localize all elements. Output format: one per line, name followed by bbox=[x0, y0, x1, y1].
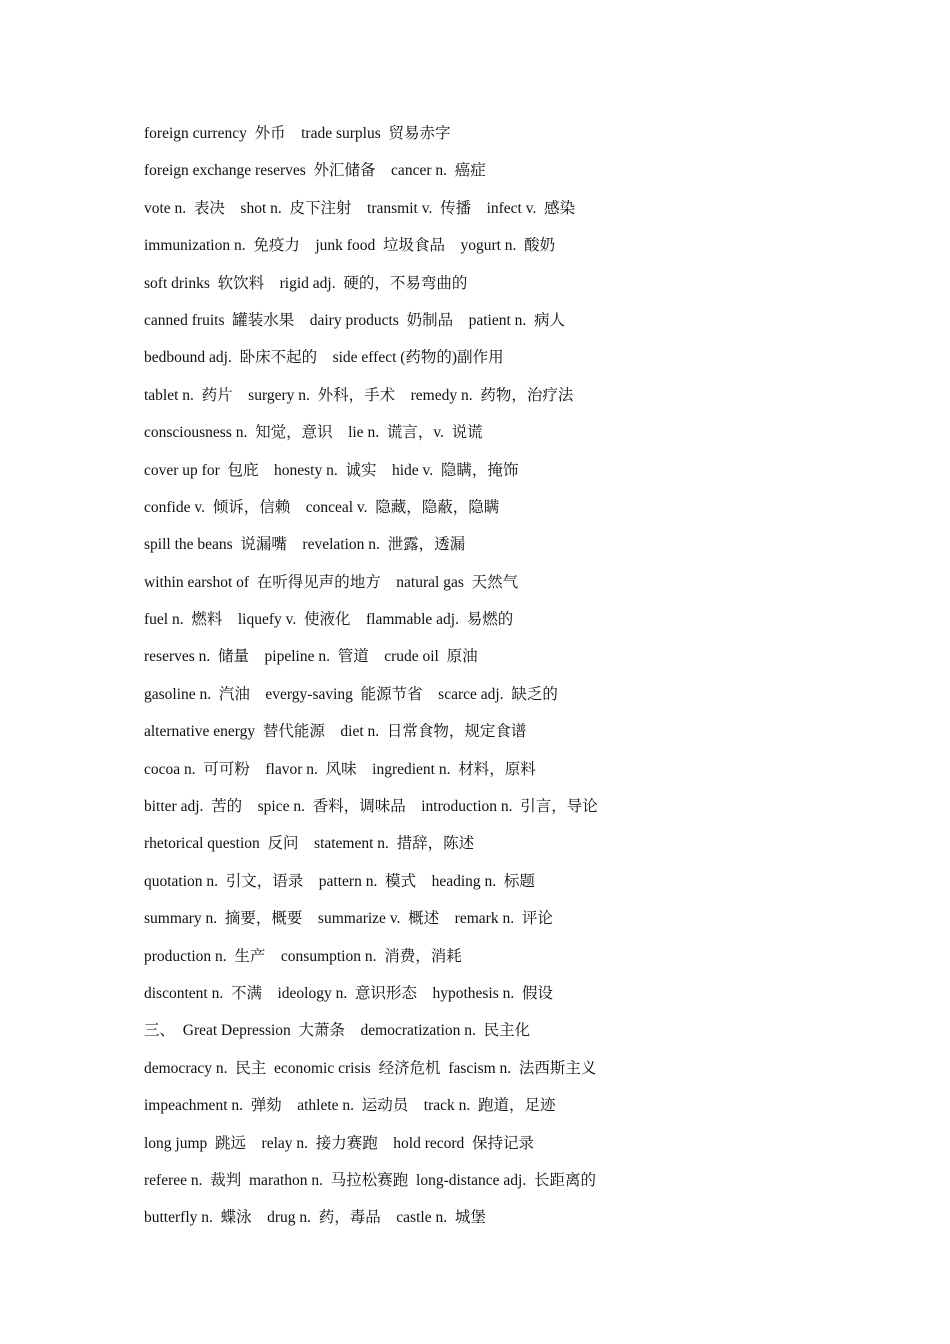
vocab-line: consciousness n. 知觉，意识 lie n. 谎言，v. 说谎 bbox=[144, 424, 483, 442]
vocab-line: cover up for 包庇 honesty n. 诚实 hide v. 隐瞒，掩饰 bbox=[144, 461, 519, 479]
vocab-line: tablet n. 药片 surgery n. 外科，手术 remedy n. 药物，治疗法 bbox=[144, 386, 574, 404]
vocab-line: fuel n. 燃料 liquefy v. 使液化 flammable adj. 易燃的 bbox=[144, 611, 514, 629]
vocab-line: bedbound adj. 卧床不起的 side effect (药物的)副作用 bbox=[144, 349, 504, 367]
section-heading-line: 三、 Great Depression 大萧条 democratization n. 民主化 bbox=[144, 1022, 531, 1040]
vocab-line: long jump 跳远 relay n. 接力赛跑 hold record 保持记录 bbox=[144, 1134, 535, 1152]
vocab-line: production n. 生产 consumption n. 消费，消耗 bbox=[144, 947, 462, 965]
vocab-line: vote n. 表决 shot n. 皮下注射 transmit v. 传播 infect v. 感染 bbox=[144, 199, 576, 217]
vocab-line: foreign exchange reserves 外汇储备 cancer n. 癌症 bbox=[144, 162, 486, 180]
vocab-line: discontent n. 不满 ideology n. 意识形态 hypothesis n. 假设 bbox=[144, 984, 554, 1002]
vocab-line: quotation n. 引文，语录 pattern n. 模式 heading n. 标题 bbox=[144, 872, 535, 890]
vocab-line: referee n. 裁判 marathon n. 马拉松赛跑 long-distance adj. 长距离的 bbox=[144, 1171, 596, 1189]
vocab-line: soft drinks 软饮料 rigid adj. 硬的，不易弯曲的 bbox=[144, 274, 468, 292]
vocab-line: summary n. 摘要，概要 summarize v. 概述 remark n. 评论 bbox=[144, 910, 553, 928]
vocab-line: gasoline n. 汽油 evergy-saving 能源节省 scarce adj. 缺乏的 bbox=[144, 685, 558, 703]
vocab-line: foreign currency 外币 trade surplus 贸易赤字 bbox=[144, 125, 451, 142]
vocab-line: butterfly n. 蝶泳 drug n. 药，毒品 castle n. 城堡 bbox=[144, 1209, 486, 1227]
vocab-line: cocoa n. 可可粉 flavor n. 风味 ingredient n. 材料，原料 bbox=[144, 760, 536, 778]
vocab-line: alternative energy 替代能源 diet n. 日常食物，规定食谱 bbox=[144, 723, 527, 741]
vocab-line: immunization n. 免疫力 junk food 垃圾食品 yogurt n. 酸奶 bbox=[144, 237, 556, 255]
vocabulary-list bbox=[144, 123, 864, 1245]
vocab-line: spill the beans 说漏嘴 revelation n. 泄露，透漏 bbox=[144, 536, 466, 554]
vocab-line: impeachment n. 弹劾 athlete n. 运动员 track n. 跑道，足迹 bbox=[144, 1097, 556, 1115]
vocab-line: confide v. 倾诉，信赖 conceal v. 隐藏，隐蔽，隐瞒 bbox=[144, 498, 500, 516]
vocab-line: democracy n. 民主 economic crisis 经济危机 fascism n. 法西斯主义 bbox=[144, 1059, 597, 1077]
vocab-line: bitter adj. 苦的 spice n. 香料，调味品 introduction n. 引言，导论 bbox=[144, 798, 598, 816]
vocab-line: canned fruits 罐装水果 dairy products 奶制品 patient n. 病人 bbox=[144, 311, 566, 329]
vocab-line: rhetorical question 反问 statement n. 措辞，陈述 bbox=[144, 835, 475, 853]
vocab-line: reserves n. 储量 pipeline n. 管道 crude oil 原油 bbox=[144, 648, 478, 666]
vocab-line: within earshot of 在听得见声的地方 natural gas 天然气 bbox=[144, 573, 519, 591]
